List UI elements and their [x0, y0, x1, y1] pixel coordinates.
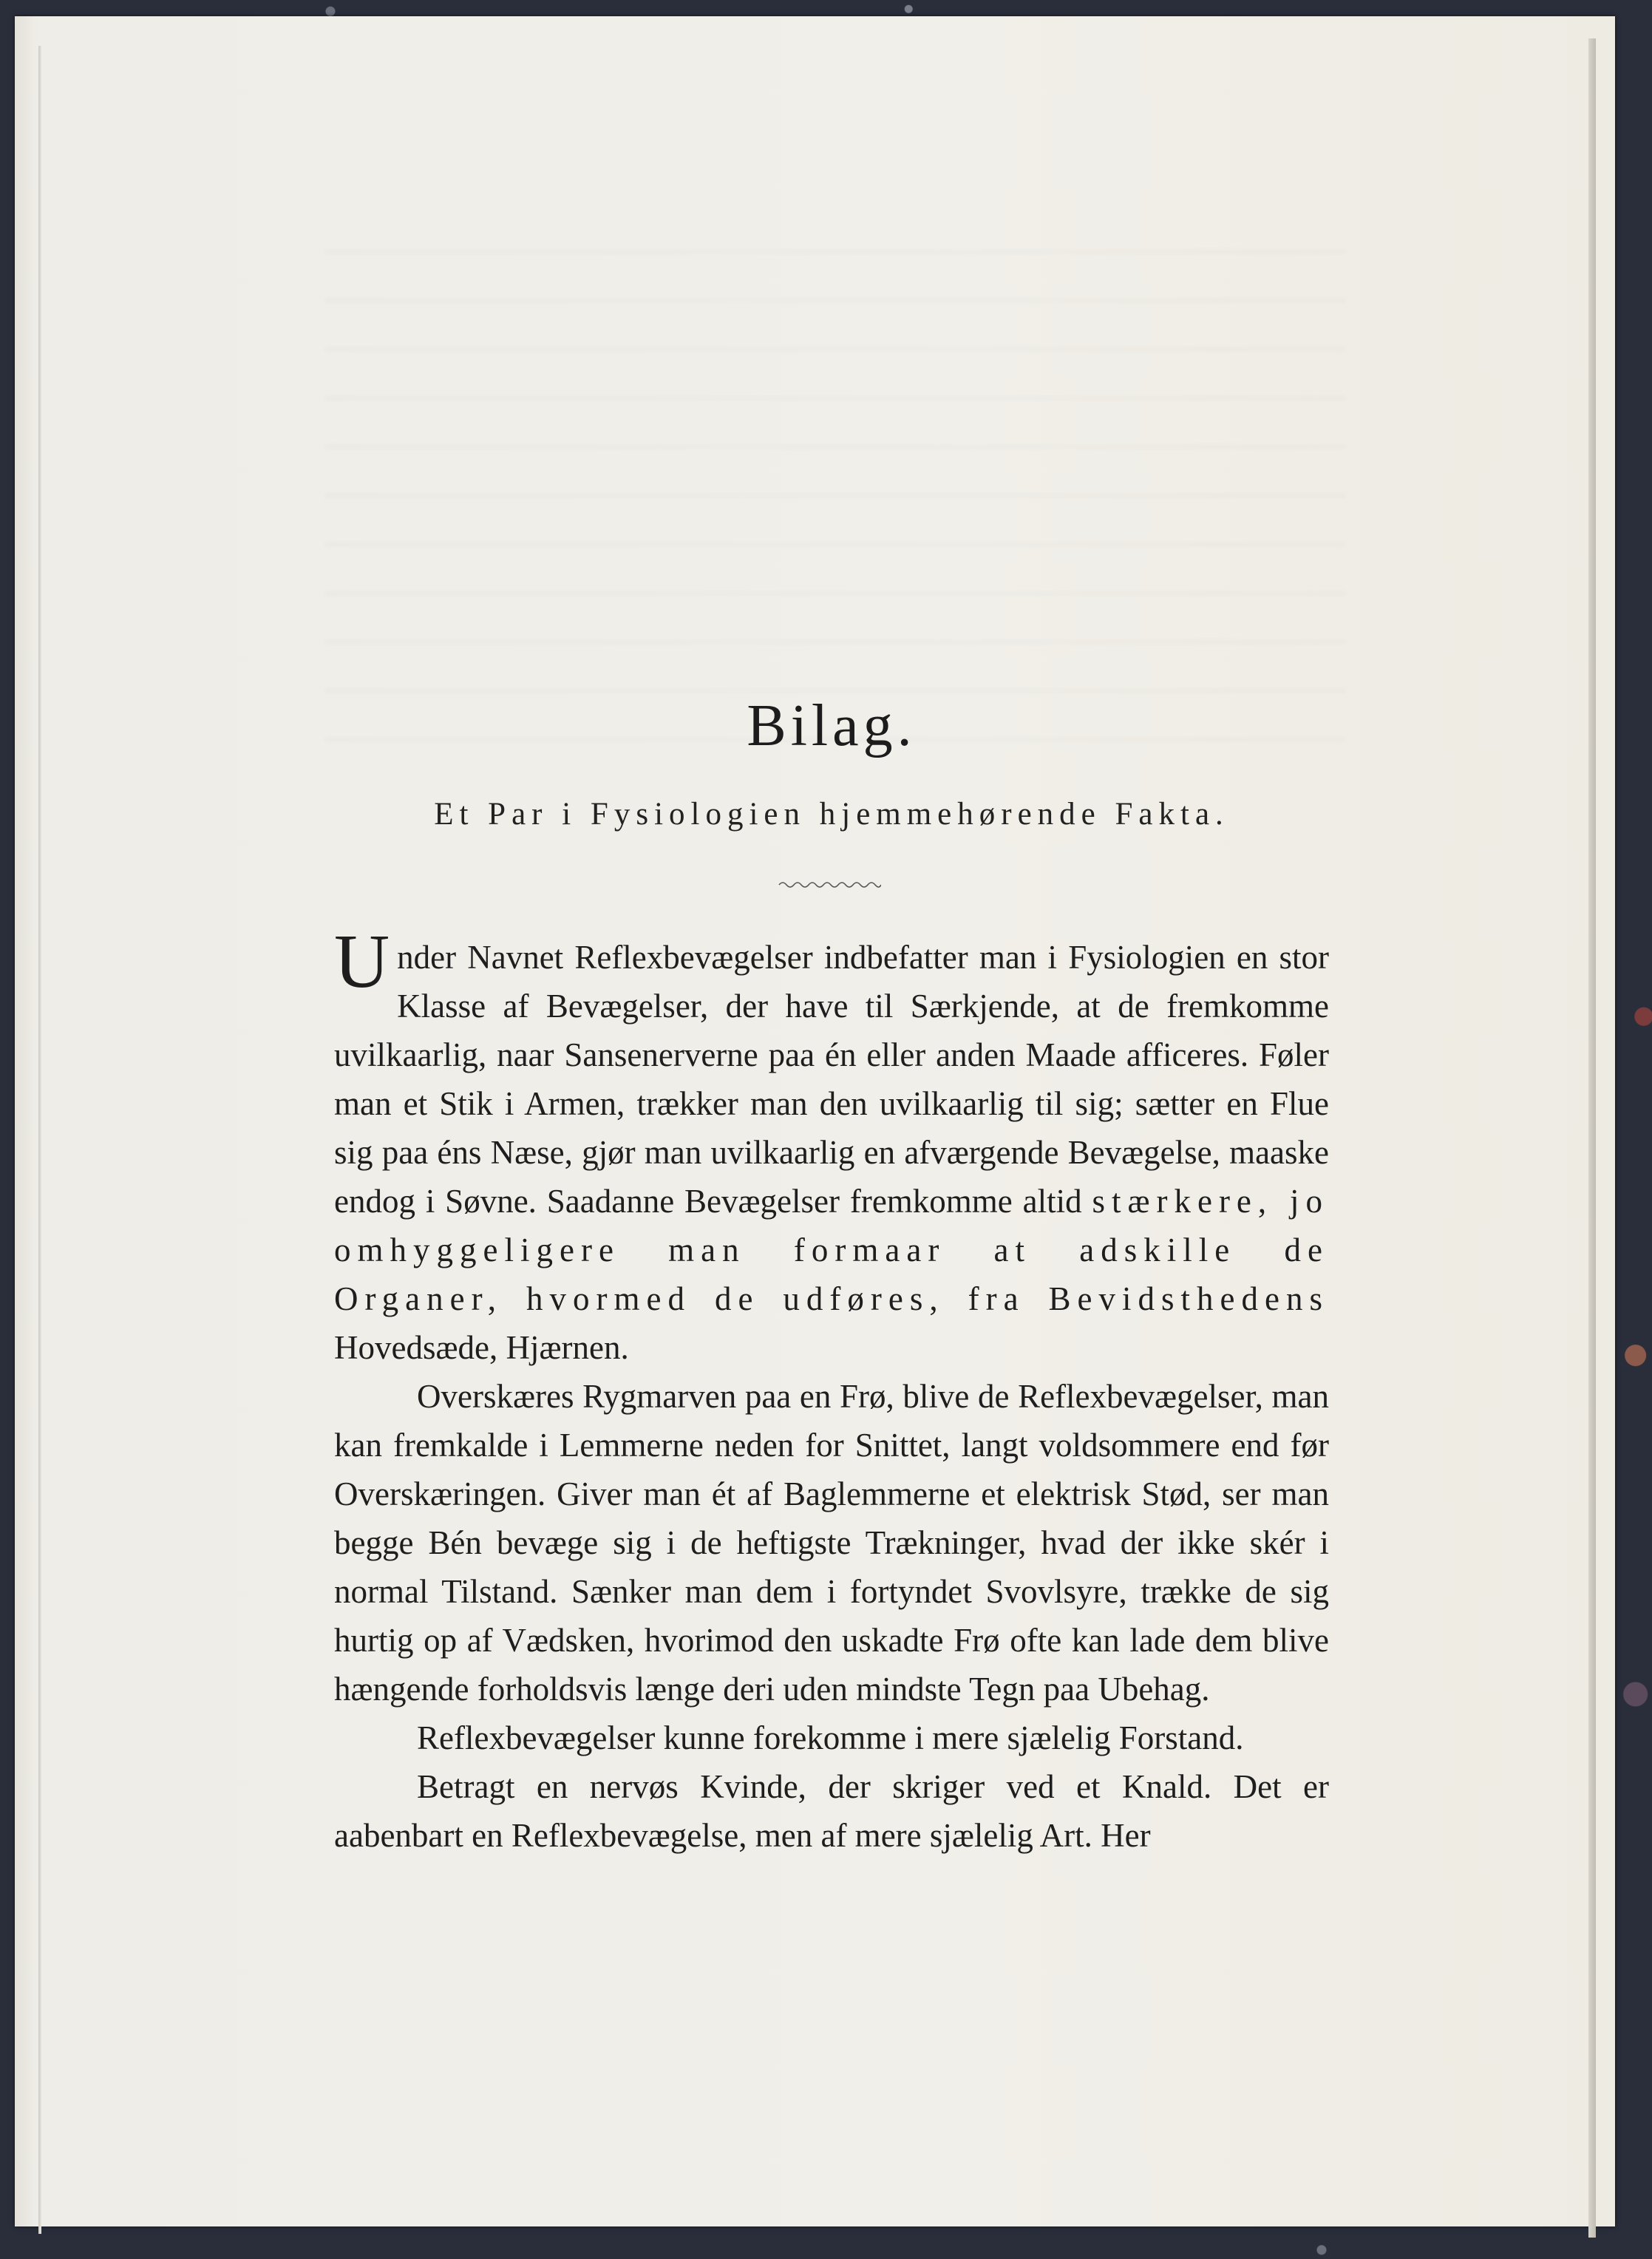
paragraph-1 [334, 919, 1330, 1372]
drop-cap: U [334, 919, 390, 1004]
show-through-text [325, 223, 1345, 741]
paragraph-1-text-end: Hovedsæde, Hjærnen. [334, 1329, 629, 1366]
paragraph-4: Betragt en nervøs Kvinde, der skriger ved et Knald. Det er aabenbart en Reflexbevægelse, men af mere sjælelig Art. Her [334, 1768, 1329, 1854]
paragraph-1-spaced-text: stærkere, jo omhyggeligere man formaar at adskille de Organer, hvormed de udføres, fra Bevidsthedens [334, 1183, 1330, 1317]
page-subtitle: Et Par i Fysiologien hjemmehørende Fakta. [434, 797, 1229, 832]
paragraph-1-text: nder Navnet Reflexbevægelser indbefatter man i Fysiologien en stor Klasse af Bevægelser, der have til Særkjende, at de fremkomme uvilkaarlig, naar Sansenerverne paa én eller anden Maade afficeres. Føler man et Stik i Armen, trækker man den uvilkaarlig til sig; sætter en Flue sig paa éns Næse, gjør man uvilkaarlig en afværgende Bevægelse, maaske endog i Søvne. Saadanne Bevægelser fremkomme altid [334, 939, 1329, 1220]
page-title: Bilag. [747, 693, 917, 758]
paragraph-2: Overskæres Rygmarven paa en Frø, blive de Reflexbevægelser, man kan fremkalde i Lemmerne neden for Snittet, langt voldsommere end før Overskæringen. Giver man ét af Baglemmerne et elektrisk Stød, ser man begge Bén bevæge sig i de heftigste Trækninger, hvad der ikke skér i normal Tilstand. Sænker man dem i fortyndet Svovlsyre, trække de sig hurtig op af Vædsken, hvorimod den uskadte Frø ofte kan lade dem blive hængende forholdsvis længe deri uden mindste Tegn paa Ubehag. [334, 1378, 1329, 1708]
paragraph-3: Reflexbevægelser kunne forekomme i mere sjælelig Forstand. [417, 1719, 1244, 1756]
page-gutter [38, 46, 41, 2234]
page-edge [1588, 38, 1596, 2238]
book-page [15, 16, 1615, 2226]
body-text [334, 919, 1330, 1860]
ornament-divider [778, 880, 881, 890]
